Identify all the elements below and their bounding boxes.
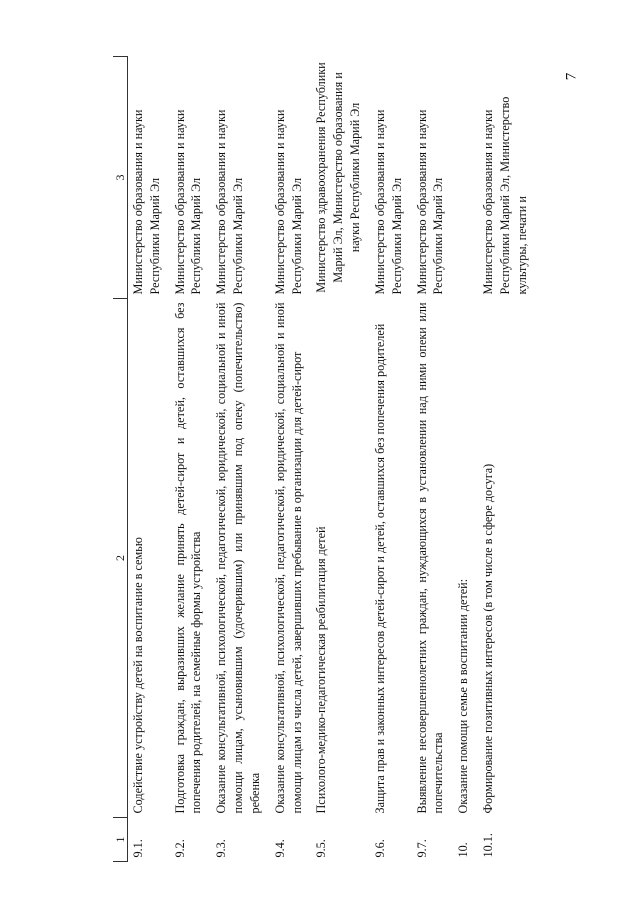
rotated-table-container [113,57,575,862]
row-number: 9.5. [314,839,329,858]
table-row [412,57,454,862]
table-row [478,57,536,862]
row-description: Защита прав и законных интересов детей-сирот и детей, оставшихся без попечения родителей [372,323,387,814]
page-number: 7 [562,72,579,81]
table-row [128,57,170,862]
row-number: 9.1. [131,839,145,858]
row-description: Оказание консультативной, психологической, педагогической, юридической, социальной и иной помощи лицам, усыновившим (удочерившим) или принявшим под опеку (попечительство) ребенка [214,302,262,814]
header-col-3: 3 [113,57,128,299]
row-number: 9.2. [172,839,187,858]
table-row [453,57,478,862]
row-executor: Министерство образования и науки Республики Марий Эл [272,109,304,295]
row-executor [453,57,478,299]
row-description: Оказание консультативной, психологической, педагогической, юридической, социальной и иной помощи лицам из числа детей, завершивших пребывание в организации для детей-сирот [272,302,304,814]
row-description: Содействие устройству детей на воспитание в семью [131,537,145,814]
row-description: Выявление несовершеннолетних граждан, нуждающихся в установлении над ними опеки или попечительства [414,302,446,814]
row-description: Оказание помощи семье в воспитании детей: [456,578,471,814]
row-executor: Министерство образования и науки Республики Марий Эл [372,109,404,295]
header-col-1: 1 [113,818,128,862]
row-number: 9.7. [414,839,429,858]
table-row [170,57,212,862]
row-description: Формирование позитивных интересов (в том числе в сфере досуга) [481,463,496,814]
table-row [270,57,312,862]
row-description: Подготовка граждан, выразивших желание принять детей-сирот и детей, оставшихся без попечения родителей, на семейные формы устройства [172,302,204,814]
row-executor: Министерство образования и науки Республики Марий Эл [414,109,446,295]
row-executor: Министерство образования и науки Республики Марий Эл [131,109,162,295]
row-executor: Министерство образования и науки Республики Марий Эл [172,109,204,295]
table-row [211,57,269,862]
table-row [370,57,412,862]
row-description: Психолого-медико-педагогическая реабилитация детей [314,526,329,814]
header-col-2: 2 [113,299,128,818]
table-header-row [113,57,128,862]
row-number: 10.1. [481,833,496,858]
row-executor: Министерство образования и науки Республики Марий Эл [214,109,246,295]
row-number: 10. [456,842,471,858]
table-row [311,57,369,862]
row-executor: Министерство здравоохранения Республики Марий Эл, Министерство образования и науки Республики Марий Эл [314,62,363,293]
measures-table [113,56,537,862]
row-number: 9.6. [372,839,387,858]
row-executor: Министерство образования и науки Республики Марий Эл, Министерство культуры, печати и [481,96,529,295]
row-number: 9.3. [214,839,229,858]
row-number: 9.4. [272,839,287,858]
